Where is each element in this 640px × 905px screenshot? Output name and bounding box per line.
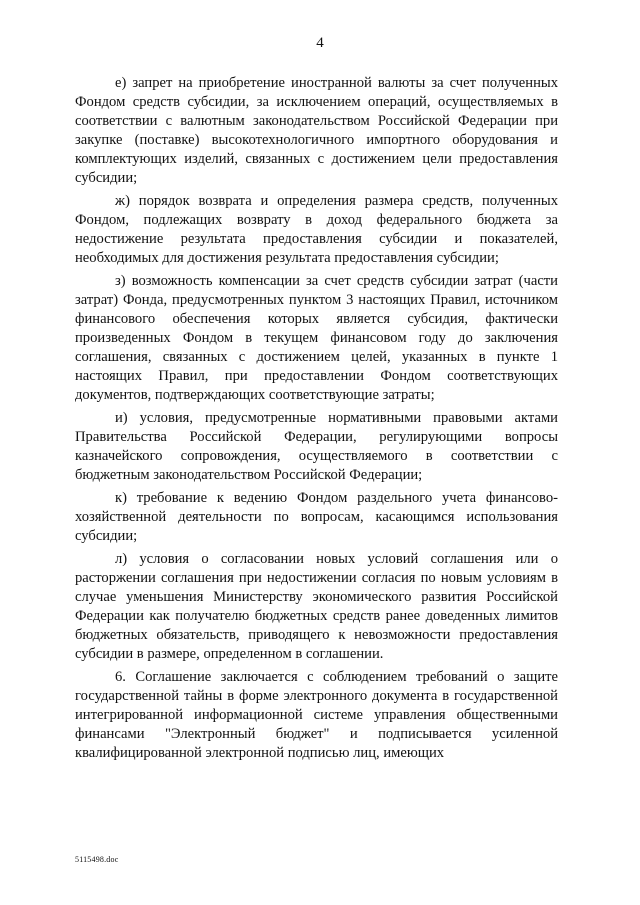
page-number: 4 <box>316 35 324 51</box>
paragraph-z: з) возможность компенсации за счет средств субсидии затрат (части затрат) Фонда, предусмотренных пунктом 3 настоящих Правил, источником финансового обеспечения которых является субсидия, фактически произведенных Фондом в текущем финансовом году до заключения соглашения, связанных с достижением целей, указанных в пункте 1 настоящих Правил, при предоставлении Фондом соответствующих документов, подтверждающих соответствующие затраты; <box>75 273 558 403</box>
file-code: 5115498.doc <box>75 855 119 864</box>
paragraph-zh: ж) порядок возврата и определения размера средств, полученных Фондом, подлежащих возврату в доход федерального бюджета за недостижение результата предоставления субсидии и показателей, необходимых для достижения результата предоставления субсидии; <box>75 193 558 266</box>
paragraph-e: е) запрет на приобретение иностранной валюты за счет полученных Фондом средств субсидии, за исключением операций, осуществляемых в соответствии с валютным законодательством Российской Федерации при закупке (поставке) высокотехнологичного импортного оборудования и комплектующих изделий, связанных с достижением цели предоставления субсидии; <box>75 75 558 186</box>
document-body <box>75 74 558 767</box>
paragraph-k: к) требование к ведению Фондом раздельного учета финансово-хозяйственной деятельности по вопросам, касающимся использования субсидии; <box>75 490 558 544</box>
paragraph-i: и) условия, предусмотренные нормативными правовыми актами Правительства Российской Федерации, регулирующими вопросы казначейского сопровождения, осуществляемого в соответствии с бюджетным законодательством Российской Федерации; <box>75 410 558 483</box>
paragraph-l: л) условия о согласовании новых условий соглашения или о расторжении соглашения при недостижении согласия по новым условиям в случае уменьшения Министерству экономического развития Российской Федерации как получателю бюджетных средств ранее доведенных лимитов бюджетных обязательств, приводящего к невозможности предоставления субсидии в размере, определенном в соглашении. <box>75 551 558 662</box>
paragraph-6: 6. Соглашение заключается с соблюдением требований о защите государственной тайны в форме электронного документа в государственной интегрированной информационной системе управления общественными финансами "Электронный бюджет" и подписывается усиленной квалифицированной электронной подписью лиц, имеющих <box>75 669 558 761</box>
